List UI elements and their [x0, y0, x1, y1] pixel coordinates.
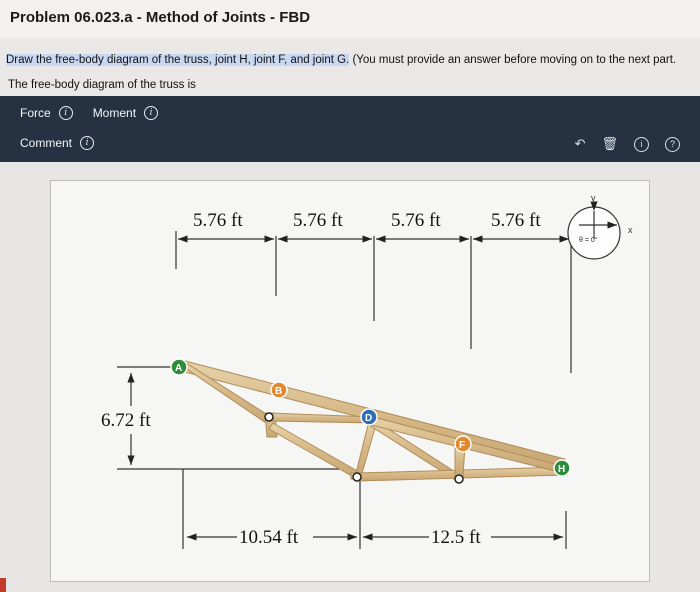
toolbar-actions: [575, 136, 680, 152]
undo-icon[interactable]: ↶: [574, 136, 586, 151]
edge-marker: [0, 578, 6, 592]
moment-info-icon[interactable]: i: [144, 106, 158, 120]
axis-y-label: y: [591, 193, 596, 203]
height-dim-label: 6.72 ft: [101, 410, 151, 431]
top-dim-label-2: 5.76 ft: [293, 210, 343, 231]
member-b-d-lower: [269, 423, 361, 479]
instruction-highlight: Draw the free-body diagram of the truss, joint H, joint F, and joint G.: [6, 54, 350, 66]
joint-b-marker[interactable]: [271, 382, 287, 398]
joint-h-marker[interactable]: [554, 460, 570, 476]
pin-g: [353, 473, 361, 481]
joint-d-marker[interactable]: [361, 409, 377, 425]
info-icon[interactable]: i: [634, 137, 649, 152]
intro-text: The free-body diagram of the truss is: [8, 79, 196, 91]
bottom-dim-label-2: 12.5 ft: [431, 527, 481, 548]
page-title: Problem 06.023.a - Method of Joints - FBD: [10, 9, 311, 26]
top-dim-label-1: 5.76 ft: [193, 210, 243, 231]
angle-label: θ = 0°: [579, 237, 598, 244]
angle-axes-widget[interactable]: [568, 193, 633, 259]
bottom-dim-label-1: 10.54 ft: [239, 527, 299, 548]
joint-f-label: F: [459, 440, 466, 451]
moment-tool-button[interactable]: Moment: [92, 106, 137, 120]
force-tool-button[interactable]: Force: [20, 106, 51, 120]
canvas-area: [0, 162, 700, 592]
joint-d-label: D: [365, 413, 373, 424]
member-ab: [178, 361, 274, 425]
joint-a-marker[interactable]: [171, 359, 187, 375]
joint-a-label: A: [175, 363, 183, 374]
top-dim-label-4: 5.76 ft: [491, 210, 541, 231]
instruction-text: [6, 54, 700, 70]
pin-f: [455, 475, 463, 483]
instruction-rest: (You must provide an answer before moving on to the next part.: [349, 54, 677, 66]
toolbar-row-comment: [20, 132, 106, 154]
fbd-canvas[interactable]: [50, 180, 650, 582]
joint-h-label: H: [558, 464, 566, 475]
axis-x-label: x: [628, 225, 633, 235]
joint-b-label: B: [275, 386, 283, 397]
drawing-toolbar: [0, 96, 700, 162]
top-dim-label-3: 5.76 ft: [391, 210, 441, 231]
comment-tool-button[interactable]: Comment: [20, 136, 73, 150]
trash-icon[interactable]: 🗑: [601, 136, 618, 151]
help-icon[interactable]: ?: [665, 137, 680, 152]
toolbar-row-tools: [20, 102, 170, 124]
title-bar: [0, 0, 700, 38]
member-d-vertical: [355, 421, 377, 477]
comment-info-icon[interactable]: i: [80, 136, 94, 150]
pin-b: [265, 413, 273, 421]
force-info-icon[interactable]: i: [59, 106, 73, 120]
joint-f-marker[interactable]: [455, 436, 471, 452]
truss-diagram: [51, 181, 649, 581]
top-dimension-group: [176, 231, 571, 373]
